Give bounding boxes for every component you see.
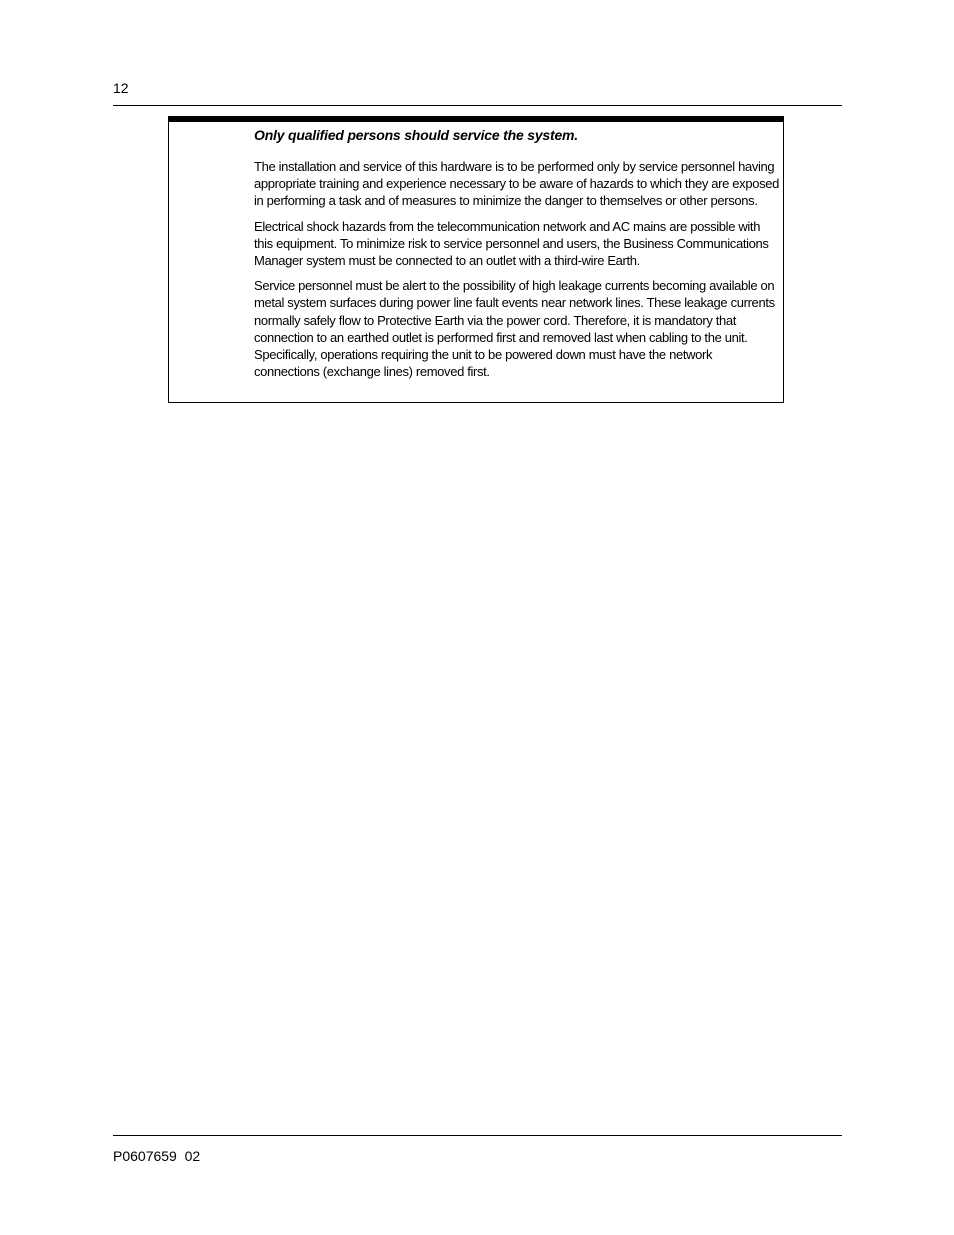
document-number: P0607659 02: [113, 1148, 201, 1164]
warning-paragraph-training: The installation and service of this hardware is to be performed only by service personnel having appropriate training and experience necessary to be aware of hazards to which they are exposed in performing a task and of measures to minimize the danger to themselves or other persons.: [254, 159, 779, 209]
page-number: 12: [113, 80, 129, 96]
warning-title: Only qualified persons should service the system.: [254, 127, 578, 143]
warning-paragraph-leakage-currents: Service personnel must be alert to the possibility of high leakage currents becoming available on metal system surfaces during power line fault events near network lines. These leakage currents normally safely flow to Protective Earth via the power cord. Therefore, it is mandatory that connection to an earthed outlet is performed first and removed last when cabling to the unit. Specifically, operations requiring the unit to be powered down must have the network connections (exchange lines) removed first.: [254, 278, 775, 380]
warning-box: [168, 116, 784, 403]
footer-rule: [113, 1135, 842, 1136]
header-rule: [113, 105, 842, 106]
warning-paragraph-shock-hazards: Electrical shock hazards from the telecommunication network and AC mains are possible with this equipment. To minimize risk to service personnel and users, the Business Communications Manager system must be connected to an outlet with a third-wire Earth.: [254, 218, 769, 269]
warning-content: [254, 125, 780, 388]
